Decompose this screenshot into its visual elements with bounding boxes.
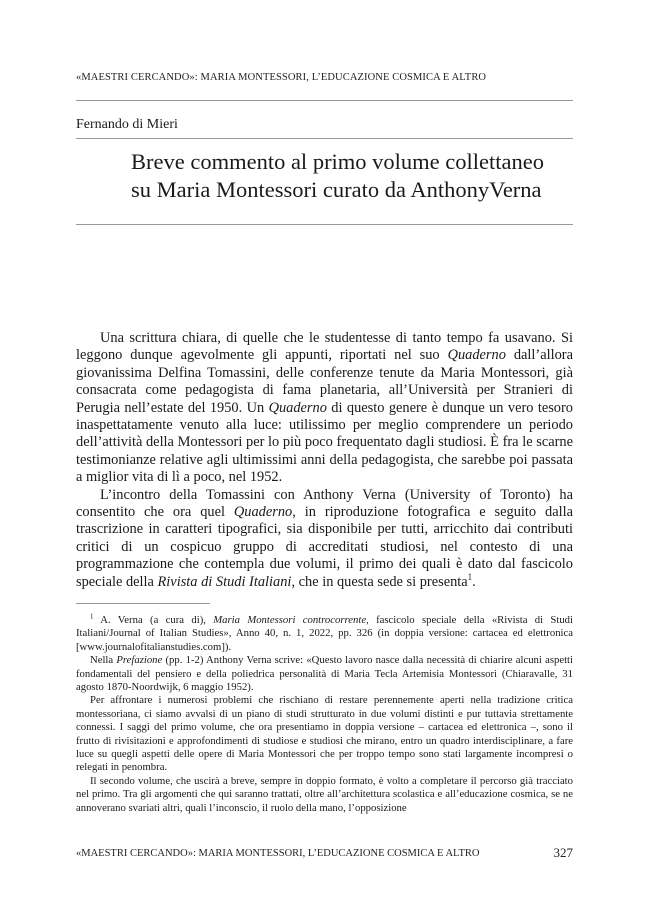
title-rule (76, 224, 573, 225)
header-rule (76, 100, 573, 101)
footnote-reference[interactable]: 1 (467, 571, 473, 582)
footnotes (76, 614, 573, 815)
italic-title: Quaderno (447, 347, 506, 364)
author-name: Fernando di Mieri (76, 117, 178, 132)
title-line-1: Breve commento al primo volume collettaneo (131, 149, 544, 174)
body-paragraph: Una scrittura chiara, di quelle che le studentesse di tanto tempo fa usavano. Si leggono dunque agevolmente gli appunti, riportati nel suo Quaderno dall’allora giovanissima Delfina Tomassini, delle conferenze tenute da Maria Montessori, già consacrata come pedagogista di fama planetaria, all’Università per Stranieri di Perugia nell’estate del 1950. Un Quaderno di questo genere è dunque un vero tesoro inaspettatamente venuto alla luce: utilissimo per meglio comprendere un periodo dell’attività della Montessori per lo più poco frequentato dagli studiosi. È fra le scarne testimonianze relative agli ultimissimi anni della pedagogista, che sarebbe poi passata a miglior vita di lì a poco, nel 1952. (76, 330, 573, 486)
italic-title: Quaderno (268, 399, 327, 416)
running-foot: «MAESTRI CERCANDO»: MARIA MONTESSORI, L’EDUCAZIONE COSMICA E ALTRO (76, 848, 480, 859)
footnote-item: Per affrontare i numerosi problemi che rischiano di restare perennemente aperti nella tradizione critica montessoriana, ci siamo avvalsi di un piano di studi strutturato in due volumi distinti e pur tuttavia strettamente connessi. I saggi del primo volume, che ora presentiamo in doppia versione – cartacea ed elettronica –, sono il frutto di rivisitazioni e approfondimenti di studiose e studiosi che mirano, entro un quadro interdisciplinare, a fare luce su quegli aspetti delle opere di Maria Montessori che per troppo tempo sono stati largamente incompresi o relegati in penombra. (76, 694, 573, 774)
footnote-item: Nella Prefazione (pp. 1-2) Anthony Verna scrive: «Questo lavoro nasce dalla necessità di chiarire alcuni aspetti fondamentali del pensiero e della poliedrica personalità di Maria Tecla Artemisia Montessori (Chiaravalle, 31 agosto 1870-Noordwijk, 6 maggio 1952). (76, 654, 573, 694)
article-title (131, 148, 581, 204)
title-line-2: su Maria Montessori curato da AnthonyVerna (131, 177, 542, 202)
footnote-item: $^1$ A. Verna (a cura di), Maria Montessori controcorrente, fascicolo speciale della «Rivista di Studi Italiani/Journal of Italian Studies», Anno 40, n. 1, 2022, pp. 326 (in doppia versione: cartacea ed elettronica [www.journalofitalianstudies.com]). (76, 612, 573, 653)
footnote-item: Il secondo volume, che uscirà a breve, sempre in doppio formato, è volto a completare il percorso già tracciato nel primo. Tra gli argomenti che qui saranno trattati, oltre all’architettura scolastica e all’educazione cosmica, se ne annoverano svariati altri, quali l’inconscio, il ruolo della mano, l’opposizione (76, 774, 573, 814)
footnote-mark: 1 (90, 612, 94, 621)
article-body (76, 330, 573, 591)
running-head: «MAESTRI CERCANDO»: MARIA MONTESSORI, L’EDUCAZIONE COSMICA E ALTRO (76, 72, 487, 83)
body-paragraph: L’incontro della Tomassini con Anthony Verna (University of Toronto) ha consentito che ora quel Quaderno, in riproduzione fotografica e seguito dalla trascrizione in caratteri tipografici, sia disponibile per tutti, arricchito dai contributi critici di un cospicuo gruppo di accreditati studiosi, nel contesto di una programmazione che contempla due volumi, il primo dei quali è dato dal fascicolo speciale della Rivista di Studi Italiani, che in questa sede si presenta$^1$. (76, 486, 573, 590)
italic-title: Quaderno (233, 504, 293, 521)
footnote-separator (76, 603, 210, 604)
author-rule (76, 138, 573, 139)
page-number: 327 (553, 845, 573, 860)
italic-title: Rivista di Studi Italiani (157, 573, 292, 590)
